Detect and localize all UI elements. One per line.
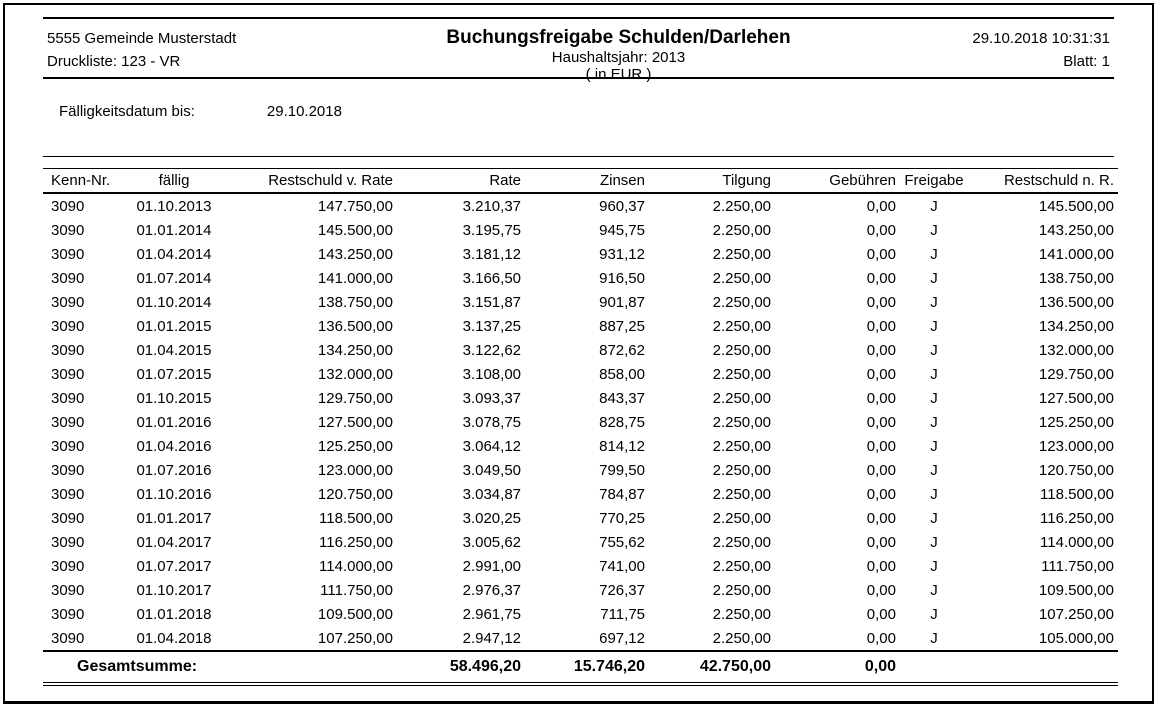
table-cell: 01.10.2014: [136, 293, 212, 311]
table-cell: 0,00: [866, 461, 896, 479]
column-header: Restschuld v. Rate: [233, 169, 395, 194]
table-cell: 01.10.2013: [136, 197, 212, 215]
table-cell: 107.250,00: [317, 629, 393, 647]
table-cell: 872,62: [599, 341, 645, 359]
table-cell: 01.07.2017: [136, 557, 212, 575]
print-list: Druckliste: 123 - VR: [47, 53, 181, 70]
table-cell: 2.947,12: [462, 629, 521, 647]
table-cell: 2.250,00: [712, 509, 771, 527]
report-title: Buchungsfreigabe Schulden/Darlehen: [446, 27, 791, 48]
table-row: [43, 218, 1118, 242]
table-cell: 0,00: [866, 629, 896, 647]
column-header: Restschuld n. R.: [970, 169, 1118, 194]
table-cell: 105.000,00: [1038, 629, 1114, 647]
table-cell: 2.250,00: [712, 317, 771, 335]
table-cell: 843,37: [599, 389, 645, 407]
table-cell: 2.250,00: [712, 365, 771, 383]
table-cell: 828,75: [599, 413, 645, 431]
table-cell: 147.750,00: [317, 197, 393, 215]
table-cell: J: [930, 605, 938, 623]
table-cell: 127.500,00: [1038, 389, 1114, 407]
table-cell: J: [930, 341, 938, 359]
table-cell: 107.250,00: [1038, 605, 1114, 623]
column-header: Freigabe: [898, 169, 970, 194]
table-cell: 2.250,00: [712, 269, 771, 287]
table-cell: 3090: [51, 221, 85, 239]
table-cell: J: [930, 557, 938, 575]
table-cell: 01.01.2017: [136, 509, 212, 527]
table-cell: 138.750,00: [317, 293, 393, 311]
table-cell: 3090: [51, 509, 85, 527]
table-cell: 118.500,00: [319, 509, 393, 527]
table-cell: 01.04.2015: [136, 341, 212, 359]
table-cell: 0,00: [866, 581, 896, 599]
table-cell: 960,37: [599, 197, 645, 215]
table-cell: 0,00: [866, 389, 896, 407]
report-page: [3, 3, 1154, 704]
table-cell: 858,00: [599, 365, 645, 383]
table-cell: 901,87: [599, 293, 645, 311]
table-cell: 136.500,00: [317, 317, 393, 335]
table-cell: 0,00: [866, 365, 896, 383]
table-cell: 109.500,00: [1038, 581, 1114, 599]
table-cell: 0,00: [866, 293, 896, 311]
totals-label: Gesamtsumme:: [43, 651, 395, 684]
table-cell: 3090: [51, 389, 85, 407]
table-cell: J: [930, 533, 938, 551]
table-cell: 3.181,12: [462, 245, 521, 263]
table-cell: 3090: [51, 533, 85, 551]
table-cell: J: [930, 461, 938, 479]
table-cell: 0,00: [866, 557, 896, 575]
table-cell: 2.250,00: [712, 221, 771, 239]
report-content: [5, 17, 1152, 686]
table-cell: 120.750,00: [1038, 461, 1114, 479]
table-row: [43, 410, 1118, 434]
table-cell: 799,50: [599, 461, 645, 479]
table-cell: 3090: [51, 317, 85, 335]
table-cell: J: [930, 293, 938, 311]
due-date-value: 29.10.2018: [266, 103, 342, 120]
table-cell: 3090: [51, 629, 85, 647]
totals-zinsen: 15.746,20: [523, 651, 647, 684]
totals-gebuehren: 0,00: [773, 651, 898, 684]
table-cell: 138.750,00: [1038, 269, 1114, 287]
table-cell: J: [930, 413, 938, 431]
table-row: [43, 530, 1118, 554]
table-row: [43, 482, 1118, 506]
table-cell: 755,62: [599, 533, 645, 551]
table-cell: 741,00: [599, 557, 645, 575]
table-cell: 145.500,00: [317, 221, 393, 239]
table-cell: 0,00: [866, 269, 896, 287]
table-cell: 01.04.2014: [136, 245, 212, 263]
header-right-block: [870, 27, 1110, 73]
table-cell: 125.250,00: [317, 437, 393, 455]
table-cell: 129.750,00: [317, 389, 393, 407]
table-row: [43, 242, 1118, 266]
table-cell: 3.122,62: [462, 341, 521, 359]
sheet-number: Blatt: 1: [1063, 53, 1110, 70]
table-cell: 134.250,00: [1038, 317, 1114, 335]
table-cell: 931,12: [599, 245, 645, 263]
table-cell: J: [930, 269, 938, 287]
table-cell: 784,87: [599, 485, 645, 503]
table-cell: 2.250,00: [712, 461, 771, 479]
table-cell: 01.07.2014: [136, 269, 212, 287]
table-cell: 01.10.2017: [136, 581, 212, 599]
table-cell: 2.250,00: [712, 533, 771, 551]
table-cell: 3090: [51, 293, 85, 311]
table-row: [43, 626, 1118, 651]
table-cell: J: [930, 221, 938, 239]
table-cell: 129.750,00: [1038, 365, 1114, 383]
table-cell: 3090: [51, 413, 85, 431]
loans-table: [43, 168, 1118, 686]
column-header: fällig: [115, 169, 233, 194]
table-cell: 01.01.2018: [136, 605, 212, 623]
table-cell: 3.005,62: [462, 533, 521, 551]
report-header: [43, 19, 1114, 83]
due-date-row: [43, 103, 1114, 120]
table-cell: 143.250,00: [317, 245, 393, 263]
table-cell: 0,00: [866, 221, 896, 239]
table-cell: 3090: [51, 245, 85, 263]
table-cell: 726,37: [599, 581, 645, 599]
table-row: [43, 458, 1118, 482]
table-cell: 01.01.2015: [136, 317, 212, 335]
table-cell: 3090: [51, 557, 85, 575]
table-cell: 3090: [51, 341, 85, 359]
table-cell: 2.250,00: [712, 437, 771, 455]
table-cell: J: [930, 317, 938, 335]
table-cell: 0,00: [866, 437, 896, 455]
table-cell: 2.250,00: [712, 197, 771, 215]
table-cell: 0,00: [866, 341, 896, 359]
totals-row: [43, 651, 1118, 684]
table-cell: 132.000,00: [1038, 341, 1114, 359]
table-cell: 0,00: [866, 413, 896, 431]
table-cell: J: [930, 245, 938, 263]
table-cell: 2.250,00: [712, 245, 771, 263]
table-cell: 3.049,50: [462, 461, 521, 479]
print-datetime: 29.10.2018 10:31:31: [972, 30, 1110, 47]
table-cell: 945,75: [599, 221, 645, 239]
table-cell: 887,25: [599, 317, 645, 335]
table-cell: J: [930, 581, 938, 599]
table-cell: J: [930, 437, 938, 455]
table-cell: 2.250,00: [712, 341, 771, 359]
pre-table-rule: [43, 156, 1114, 157]
fiscal-year: Haushaltsjahr: 2013: [551, 49, 686, 66]
table-cell: 111.750,00: [1041, 557, 1114, 575]
table-cell: 109.500,00: [317, 605, 393, 623]
table-row: [43, 193, 1118, 218]
table-cell: 123.000,00: [1038, 437, 1114, 455]
table-cell: 111.750,00: [320, 581, 393, 599]
table-cell: 01.10.2016: [136, 485, 212, 503]
table-cell: 0,00: [866, 509, 896, 527]
table-cell: 01.07.2016: [136, 461, 212, 479]
column-header: Rate: [395, 169, 523, 194]
table-cell: 3.195,75: [462, 221, 521, 239]
table-cell: 123.000,00: [317, 461, 393, 479]
table-cell: 3.151,87: [462, 293, 521, 311]
table-body: [43, 193, 1118, 651]
table-cell: 114.000,00: [1040, 533, 1114, 551]
table-cell: 3.210,37: [462, 197, 521, 215]
table-cell: 0,00: [866, 485, 896, 503]
table-cell: 0,00: [866, 317, 896, 335]
table-cell: J: [930, 629, 938, 647]
table-cell: 145.500,00: [1038, 197, 1114, 215]
table-row: [43, 314, 1118, 338]
table-cell: 0,00: [866, 197, 896, 215]
table-row: [43, 290, 1118, 314]
table-row: [43, 386, 1118, 410]
table-cell: 3.064,12: [462, 437, 521, 455]
table-cell: 114.000,00: [319, 557, 393, 575]
table-cell: 136.500,00: [1038, 293, 1114, 311]
table-cell: 3090: [51, 269, 85, 287]
table-cell: 143.250,00: [1038, 221, 1114, 239]
totals-empty-freigabe: [898, 651, 970, 684]
table-cell: 01.04.2016: [136, 437, 212, 455]
table-cell: 3090: [51, 437, 85, 455]
table-cell: 3.078,75: [462, 413, 521, 431]
table-cell: 2.250,00: [712, 293, 771, 311]
table-cell: 01.01.2016: [136, 413, 212, 431]
table-cell: J: [930, 389, 938, 407]
table-cell: 2.250,00: [712, 413, 771, 431]
table-row: [43, 554, 1118, 578]
table-cell: 916,50: [599, 269, 645, 287]
column-header: Gebühren: [773, 169, 898, 194]
table-cell: 3090: [51, 605, 85, 623]
currency-note: ( in EUR ): [585, 66, 652, 83]
table-row: [43, 602, 1118, 626]
table-cell: 2.250,00: [712, 581, 771, 599]
totals-empty-restschuld: [970, 651, 1118, 684]
table-cell: 2.976,37: [462, 581, 521, 599]
table-cell: 3090: [51, 461, 85, 479]
table-cell: 814,12: [599, 437, 645, 455]
column-header: Zinsen: [523, 169, 647, 194]
table-cell: 141.000,00: [317, 269, 393, 287]
table-cell: 3090: [51, 197, 85, 215]
table-cell: 120.750,00: [317, 485, 393, 503]
table-cell: 116.250,00: [1040, 509, 1114, 527]
table-cell: 01.01.2014: [136, 221, 212, 239]
table-row: [43, 338, 1118, 362]
table-row: [43, 362, 1118, 386]
table-cell: 01.04.2017: [136, 533, 212, 551]
table-cell: 3.166,50: [462, 269, 521, 287]
table-row: [43, 578, 1118, 602]
table-cell: 141.000,00: [1038, 245, 1114, 263]
table-row: [43, 266, 1118, 290]
table-row: [43, 434, 1118, 458]
table-cell: 2.961,75: [462, 605, 521, 623]
due-date-label: Fälligkeitsdatum bis:: [59, 103, 195, 120]
table-cell: 0,00: [866, 533, 896, 551]
table-cell: 2.250,00: [712, 485, 771, 503]
table-cell: 3.020,25: [462, 509, 521, 527]
table-cell: 711,75: [600, 605, 645, 623]
table-cell: 3.034,87: [462, 485, 521, 503]
table-cell: 770,25: [599, 509, 645, 527]
table-cell: 2.250,00: [712, 389, 771, 407]
table-row: [43, 506, 1118, 530]
table-cell: 118.500,00: [1040, 485, 1114, 503]
table-cell: 3090: [51, 581, 85, 599]
table-cell: J: [930, 197, 938, 215]
table-cell: 0,00: [866, 245, 896, 263]
org-name: 5555 Gemeinde Musterstadt: [47, 30, 237, 47]
column-header: Kenn-Nr.: [43, 169, 115, 194]
table-cell: J: [930, 509, 938, 527]
table-cell: 3.137,25: [462, 317, 521, 335]
totals-rate: 58.496,20: [395, 651, 523, 684]
table-cell: 01.07.2015: [136, 365, 212, 383]
header-center-block: [367, 27, 870, 83]
table-cell: 125.250,00: [1038, 413, 1114, 431]
table-cell: 3.093,37: [462, 389, 521, 407]
table-cell: 01.10.2015: [136, 389, 212, 407]
table-cell: 2.250,00: [712, 605, 771, 623]
table-cell: J: [930, 485, 938, 503]
table-cell: 697,12: [599, 629, 645, 647]
table-cell: 0,00: [866, 605, 896, 623]
table-cell: 2.250,00: [712, 629, 771, 647]
table-cell: J: [930, 365, 938, 383]
header-row: [43, 169, 1118, 194]
table-cell: 2.991,00: [462, 557, 521, 575]
table-cell: 127.500,00: [317, 413, 393, 431]
totals-tilgung: 42.750,00: [647, 651, 773, 684]
table-cell: 3090: [51, 365, 85, 383]
table-cell: 116.250,00: [319, 533, 393, 551]
table-cell: 134.250,00: [317, 341, 393, 359]
table-cell: 3090: [51, 485, 85, 503]
header-left-block: [47, 27, 367, 73]
table-cell: 2.250,00: [712, 557, 771, 575]
table-cell: 132.000,00: [317, 365, 393, 383]
column-header: Tilgung: [647, 169, 773, 194]
table-cell: 3.108,00: [462, 365, 521, 383]
table-cell: 01.04.2018: [136, 629, 212, 647]
